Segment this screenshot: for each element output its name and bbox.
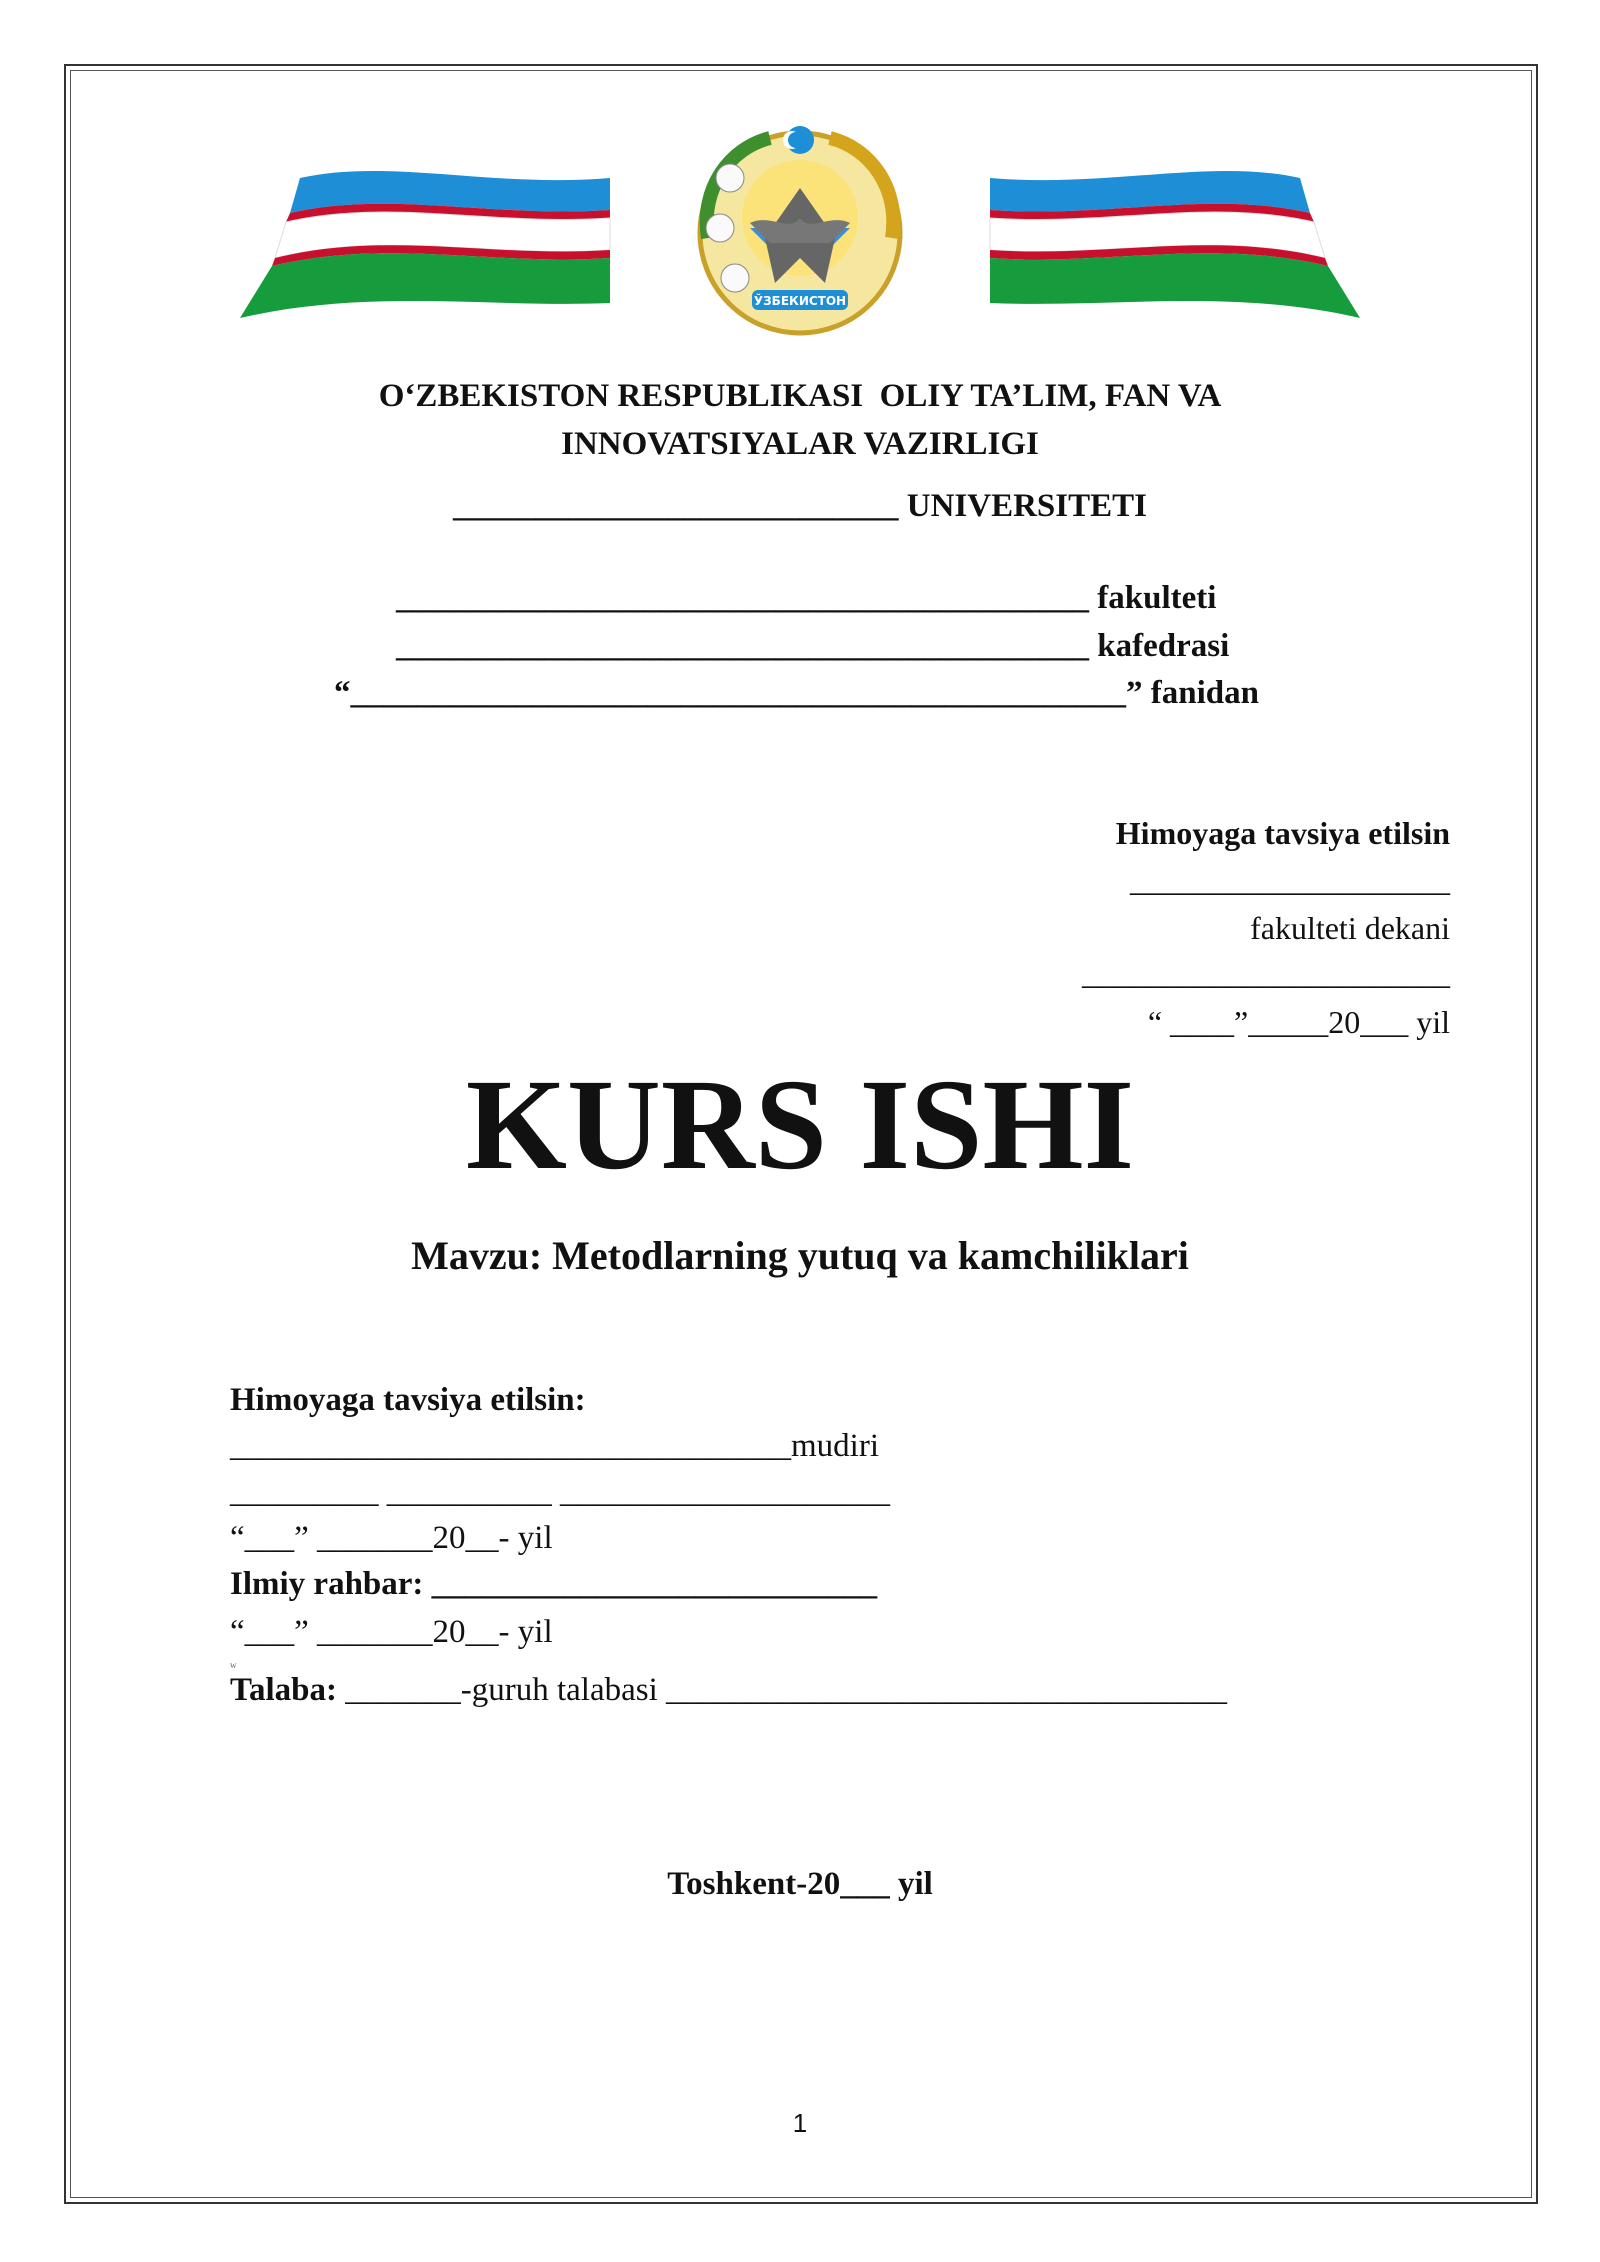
topic-line: Mavzu: Metodlarning yutuq va kamchiliklari bbox=[411, 1233, 1189, 1278]
flag-ribbon-left bbox=[240, 171, 610, 318]
student-text: _______-guruh talabasi __________________________________ bbox=[337, 1672, 1228, 1708]
student-line bbox=[230, 1672, 1227, 1709]
head-line: __________________________________mudiri bbox=[230, 1428, 879, 1464]
student-label: Talaba: bbox=[230, 1672, 337, 1708]
approval-right-line2: _______________________ bbox=[1082, 955, 1450, 991]
page-number: 1 bbox=[792, 2108, 808, 2138]
tiny-mark: w bbox=[230, 1660, 237, 1670]
date-line-2: “___” _______20__- yil bbox=[230, 1614, 553, 1650]
date-line-1: “___” _______20__- yil bbox=[230, 1520, 553, 1556]
supervisor-line: Ilmiy rahbar: ___________________________ bbox=[230, 1566, 878, 1602]
department-line: __________________________________________ kafedrasi bbox=[396, 628, 1230, 664]
approval-right-line1: ____________________ bbox=[1130, 862, 1450, 898]
flag-ribbon-right bbox=[990, 171, 1360, 318]
faculty-line: __________________________________________ fakulteti bbox=[396, 580, 1217, 616]
document-title: KURS ISHI bbox=[465, 1053, 1135, 1197]
university-line: ___________________________ UNIVERSITETI bbox=[453, 488, 1147, 524]
dean-label: fakulteti dekani bbox=[1250, 910, 1450, 946]
approval-right-date: “ ____”_____20___ yil bbox=[1147, 1004, 1450, 1040]
subject-line: “_______________________________________________” fanidan bbox=[334, 675, 1259, 711]
approval-right-title: Himoyaga tavsiya etilsin bbox=[1115, 815, 1450, 851]
approval-left-title: Himoyaga tavsiya etilsin: bbox=[230, 1382, 586, 1418]
ministry-heading: O‘ZBEKISTON RESPUBLIKASI OLIY TA’LIM, FAN VA INNOVATSIYALAR VAZIRLIGI bbox=[378, 378, 1222, 462]
city-year-line: Toshkent-20___ yil bbox=[667, 1866, 933, 1902]
state-emblem-icon bbox=[230, 118, 1370, 338]
emblem-ribbon-text: ЎЗБЕКИСТОН bbox=[753, 294, 847, 308]
name-line: _________ __________ ____________________ bbox=[230, 1474, 890, 1510]
emblem-wreath bbox=[700, 126, 900, 333]
